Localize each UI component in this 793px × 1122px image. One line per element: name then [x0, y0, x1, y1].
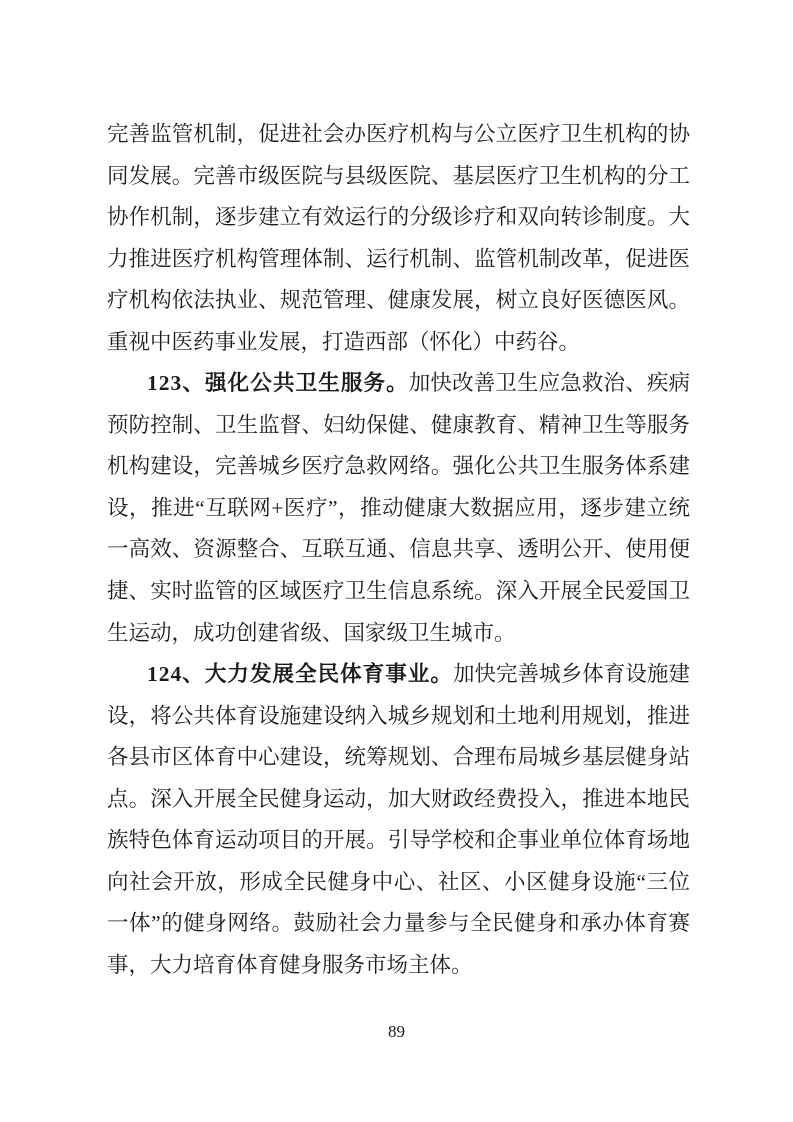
text-run: 同发展。完善市级医院与县级医院、基层医疗卫生机构的分工 [107, 163, 690, 188]
paragraph-heading: 123、强化公共卫生服务。 [147, 371, 409, 396]
text-line [107, 737, 690, 779]
text-line [107, 488, 690, 530]
text-line [107, 405, 690, 447]
text-run: 设，将公共体育设施建设纳入城乡规划和土地利用规划，推进 [107, 703, 690, 728]
text-run: 族特色体育运动项目的开展。引导学校和企事业单位体育场地 [107, 828, 690, 853]
text-line [107, 820, 690, 862]
text-line [107, 156, 690, 198]
text-line [107, 571, 690, 613]
text-run: 力推进医疗机构管理体制、运行机制、监管机制改革，促进医 [107, 246, 690, 271]
text-run: 向社会开放，形成全民健身中心、社区、小区健身设施“三位 [107, 869, 690, 894]
text-run: 设，推进“互联网+医疗”，推动健康大数据应用，逐步建立统 [107, 495, 690, 520]
text-line [107, 529, 690, 571]
text-line [107, 696, 690, 738]
text-run: 各县市区体育中心建设，统筹规划、合理布局城乡基层健身站 [107, 745, 690, 770]
text-run: 重视中医药事业发展，打造西部（怀化）中药谷。 [107, 329, 581, 354]
text-run: 完善监管机制，促进社会办医疗机构与公立医疗卫生机构的协 [107, 122, 690, 146]
text-line [107, 779, 690, 821]
text-line [107, 197, 690, 239]
paragraph-heading: 124、大力发展全民体育事业。 [147, 662, 453, 687]
text-run: 一高效、资源整合、互联互通、信息共享、透明公开、使用便 [107, 537, 690, 562]
text-line [107, 239, 690, 281]
text-run: 事，大力培育体育健身服务市场主体。 [107, 952, 473, 977]
text-line [107, 114, 690, 156]
text-run: 协作机制，逐步建立有效运行的分级诊疗和双向转诊制度。大 [107, 205, 690, 230]
text-line [107, 862, 690, 904]
text-line [107, 446, 690, 488]
text-line [107, 280, 690, 322]
text-run: 疗机构依法执业、规范管理、健康发展，树立良好医德医风。 [107, 288, 690, 313]
text-line [107, 654, 690, 696]
text-line [107, 945, 690, 987]
text-run: 预防控制、卫生监督、妇幼保健、健康教育、精神卫生等服务 [107, 412, 690, 437]
text-run: 点。深入开展全民健身运动，加大财政经费投入，推进本地民 [107, 786, 690, 811]
text-run: 生运动，成功创建省级、国家级卫生城市。 [107, 620, 516, 645]
text-run: 一体”的健身网络。鼓励社会力量参与全民健身和承办体育赛 [107, 911, 690, 936]
text-run: 加快完善城乡体育设施建 [452, 662, 690, 687]
text-run: 加快改善卫生应急救治、疾病 [408, 371, 690, 396]
text-run: 捷、实时监管的区域医疗卫生信息系统。深入开展全民爱国卫 [107, 579, 690, 604]
text-line [107, 613, 690, 655]
text-run: 机构建设，完善城乡医疗急救网络。强化公共卫生服务体系建 [107, 454, 690, 479]
text-line [107, 322, 690, 364]
text-line [107, 903, 690, 945]
text-line [107, 363, 690, 405]
page-number: 89 [388, 1022, 405, 1041]
body-text [107, 114, 690, 986]
